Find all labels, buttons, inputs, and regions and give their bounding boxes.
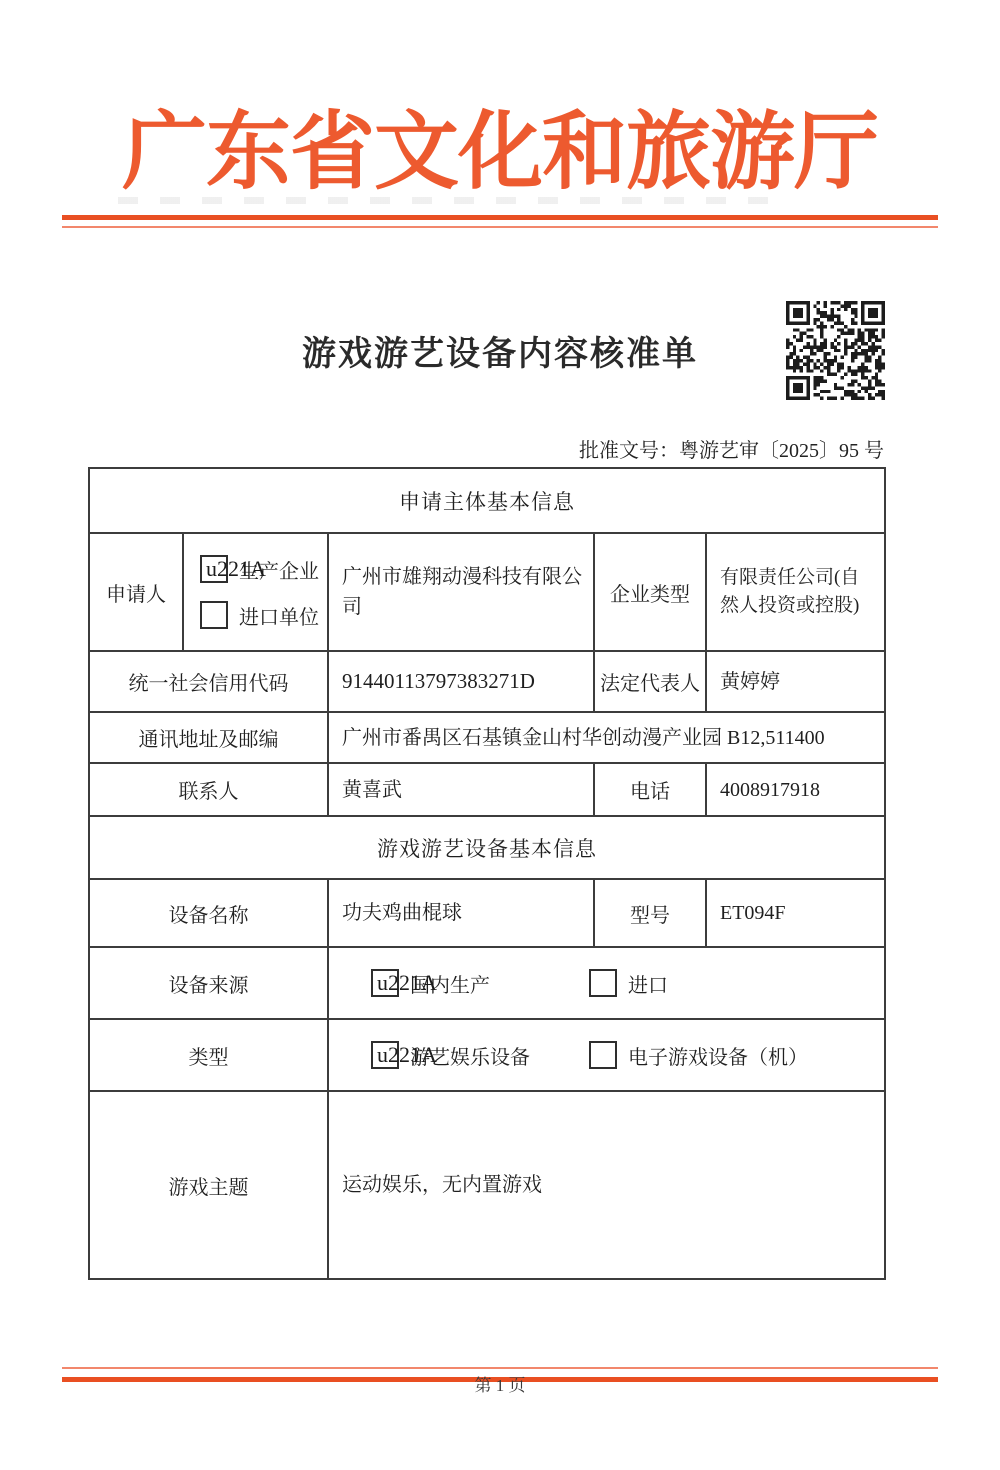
option-import-label: 进口	[628, 974, 668, 997]
device-name-value: 功夫鸡曲棍球	[328, 879, 594, 947]
approval-number-line	[579, 434, 884, 463]
page-number: 第 1 页	[474, 1376, 526, 1395]
masthead-rule-thin	[62, 226, 938, 228]
option-amusement-device-label: 游艺娱乐设备	[410, 1046, 530, 1069]
approval-number-value: 粤游艺审〔2025〕95 号	[679, 440, 884, 462]
option-amusement-device	[371, 1041, 589, 1070]
faded-print-artifact	[118, 197, 768, 204]
source-options	[328, 947, 885, 1019]
theme-value: 运动娱乐，无内置游戏	[328, 1091, 885, 1279]
qr-code-icon	[786, 301, 885, 400]
checkbox-electronic-game-device	[589, 1041, 617, 1069]
model-label: 型号	[594, 879, 706, 947]
type-options	[328, 1019, 885, 1091]
agency-masthead-title: 广东省文化和旅游厅	[121, 106, 878, 200]
footer-rule-thin	[62, 1367, 938, 1369]
section-title-applicant-info: 申请主体基本信息	[89, 468, 885, 533]
company-type-value: 有限责任公司(自然人投资或控股)	[706, 533, 885, 651]
device-name-label: 设备名称	[89, 879, 328, 947]
model-value: ET094F	[706, 879, 885, 947]
option-import	[589, 969, 668, 998]
checkbox-domestic	[371, 969, 399, 997]
option-importer	[200, 601, 327, 630]
option-domestic	[371, 969, 589, 998]
checkbox-import	[589, 969, 617, 997]
theme-label: 游戏主题	[89, 1091, 328, 1279]
checkbox-manufacturer	[200, 555, 228, 583]
option-manufacturer-label: 生产企业	[239, 560, 319, 583]
type-label: 类型	[89, 1019, 328, 1091]
document-title: 游戏游艺设备内容核准单	[302, 336, 698, 373]
legal-rep-value: 黄婷婷	[706, 651, 885, 712]
applicant-label: 申请人	[89, 533, 183, 651]
option-electronic-game-device	[589, 1041, 808, 1070]
checkbox-importer	[200, 601, 228, 629]
credit-code-label: 统一社会信用代码	[89, 651, 328, 712]
contact-value: 黄喜武	[328, 763, 594, 816]
contact-label: 联系人	[89, 763, 328, 816]
option-electronic-game-device-label: 电子游戏设备（机）	[628, 1046, 808, 1069]
masthead-rule-thick	[62, 215, 938, 220]
phone-label: 电话	[594, 763, 706, 816]
phone-value: 4008917918	[706, 763, 885, 816]
approval-form-table	[88, 467, 886, 1280]
source-label: 设备来源	[89, 947, 328, 1019]
section-title-device-info: 游戏游艺设备基本信息	[89, 816, 885, 879]
option-importer-label: 进口单位	[239, 606, 319, 629]
checkbox-amusement-device	[371, 1041, 399, 1069]
credit-code-value: 91440113797383271D	[328, 651, 594, 712]
option-manufacturer	[200, 555, 327, 584]
address-value: 广州市番禺区石基镇金山村华创动漫产业园 B12,511400	[328, 712, 885, 763]
company-type-label: 企业类型	[594, 533, 706, 651]
applicant-type-options	[183, 533, 328, 651]
legal-rep-label: 法定代表人	[594, 651, 706, 712]
address-label: 通讯地址及邮编	[89, 712, 328, 763]
approval-number-label: 批准文号：	[579, 440, 679, 462]
applicant-name-value: 广州市雄翔动漫科技有限公司	[328, 533, 594, 651]
option-domestic-label: 国内生产	[410, 974, 490, 997]
